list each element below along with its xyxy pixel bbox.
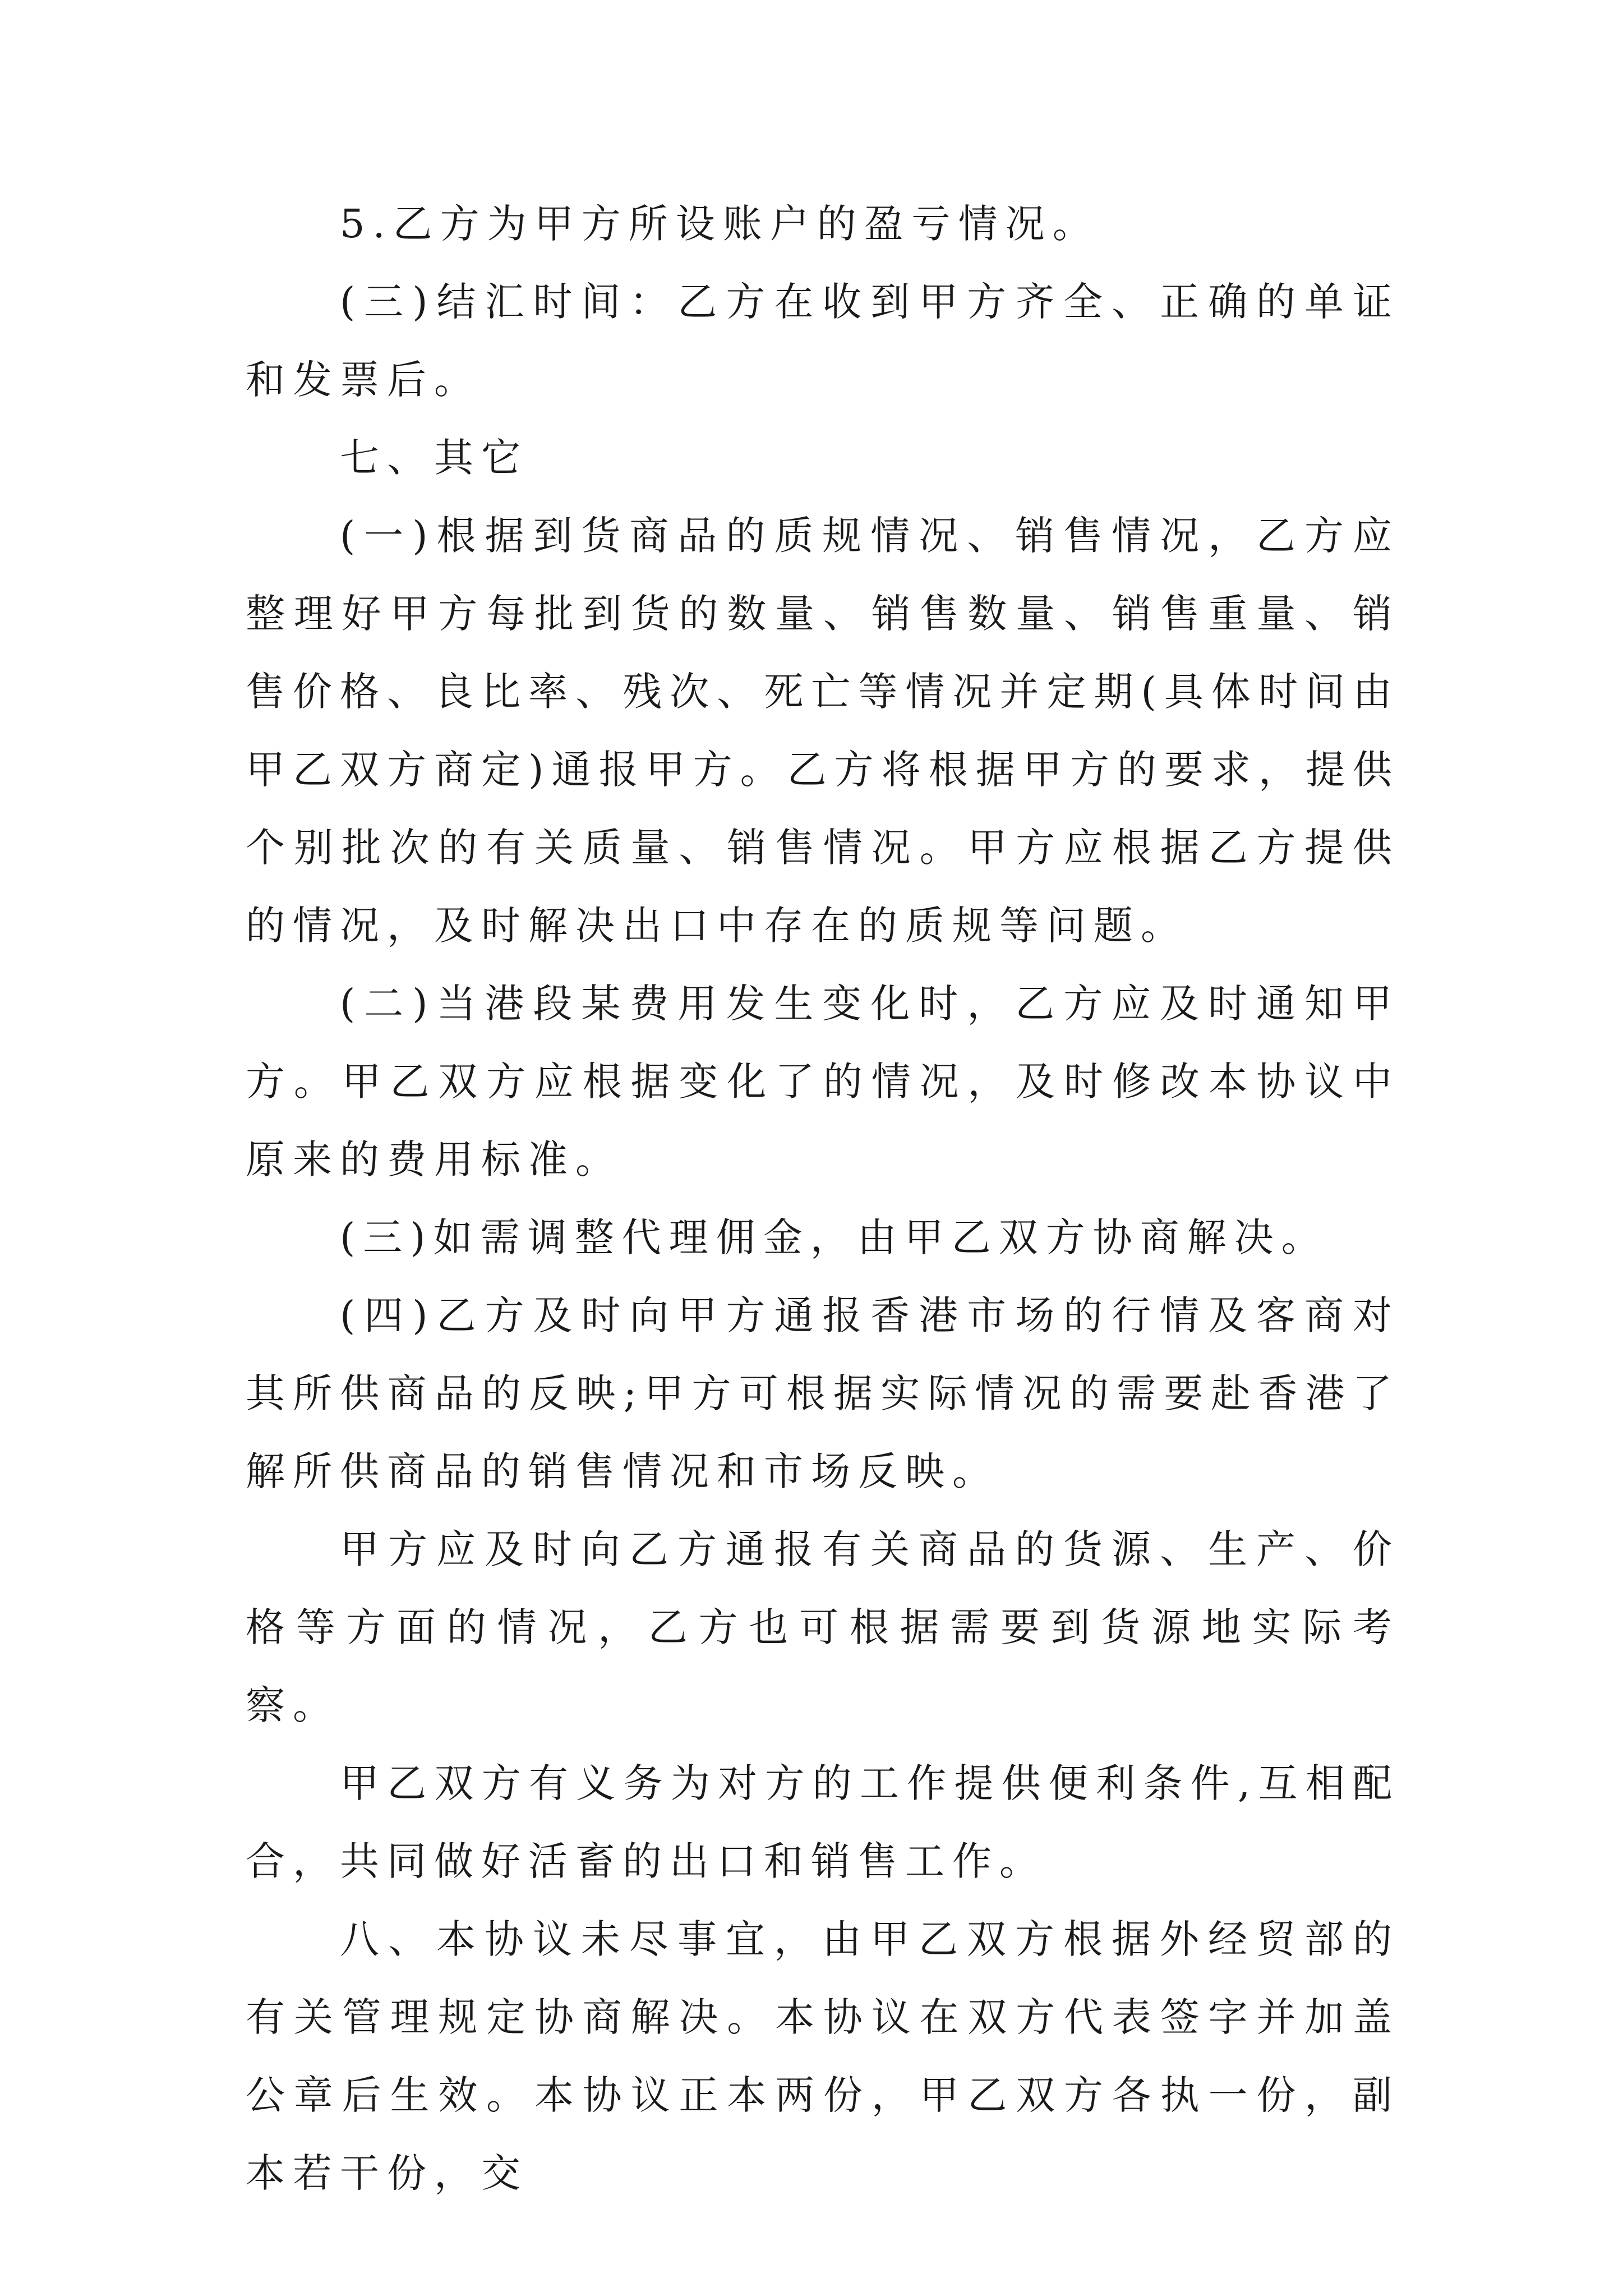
section-heading-other: 七、其它 — [340, 435, 528, 481]
paragraph-mutual-cooperation: 甲乙双方有义务为对方的工作提供便利条件,互相配合，共同做好活畜的出口和销售工作。 — [246, 1760, 1400, 1884]
paragraph-account-profit-loss: 5.乙方为甲方所设账户的盈亏情况。 — [340, 201, 1100, 247]
paragraph-commission-adjustment: (三)如需调整代理佣金，由甲乙双方协商解决。 — [340, 1214, 1329, 1260]
paragraph-fee-change: (二)当港段某费用发生变化时，乙方应及时通知甲方。甲乙双方应根据变化了的情况，及时修改本协议中原来的费用标准。 — [246, 981, 1400, 1182]
paragraph-supply-info: 甲方应及时向乙方通报有关商品的货源、生产、价格等方面的情况，乙方也可根据需要到货源地实际考察。 — [246, 1526, 1400, 1728]
paragraph-quality-sales-report: (一)根据到货商品的质规情况、销售情况，乙方应整理好甲方每批到货的数量、销售数量、销售重量、销售价格、良比率、残次、死亡等情况并定期(具体时间由甲乙双方商定)通报甲方。乙方将根据甲方的要求，提供个别批次的有关质量、销售情况。甲方应根据乙方提供的情况，及时解决出口中存在的质规等问题。 — [246, 513, 1400, 949]
paragraph-market-info: (四)乙方及时向甲方通报香港市场的行情及客商对其所供商品的反映;甲方可根据实际情况的需要赴香港了解所供商品的销售情况和市场反映。 — [246, 1292, 1400, 1494]
paragraph-unresolved-matters: 八、本协议未尽事宜，由甲乙双方根据外经贸部的有关管理规定协商解决。本协议在双方代表签字并加盖公章后生效。本协议正本两份，甲乙双方各执一份，副本若干份，交 — [246, 1916, 1400, 2196]
document-body — [246, 185, 1400, 2212]
paragraph-settlement-time: (三)结汇时间：乙方在收到甲方齐全、正确的单证和发票后。 — [246, 279, 1400, 403]
